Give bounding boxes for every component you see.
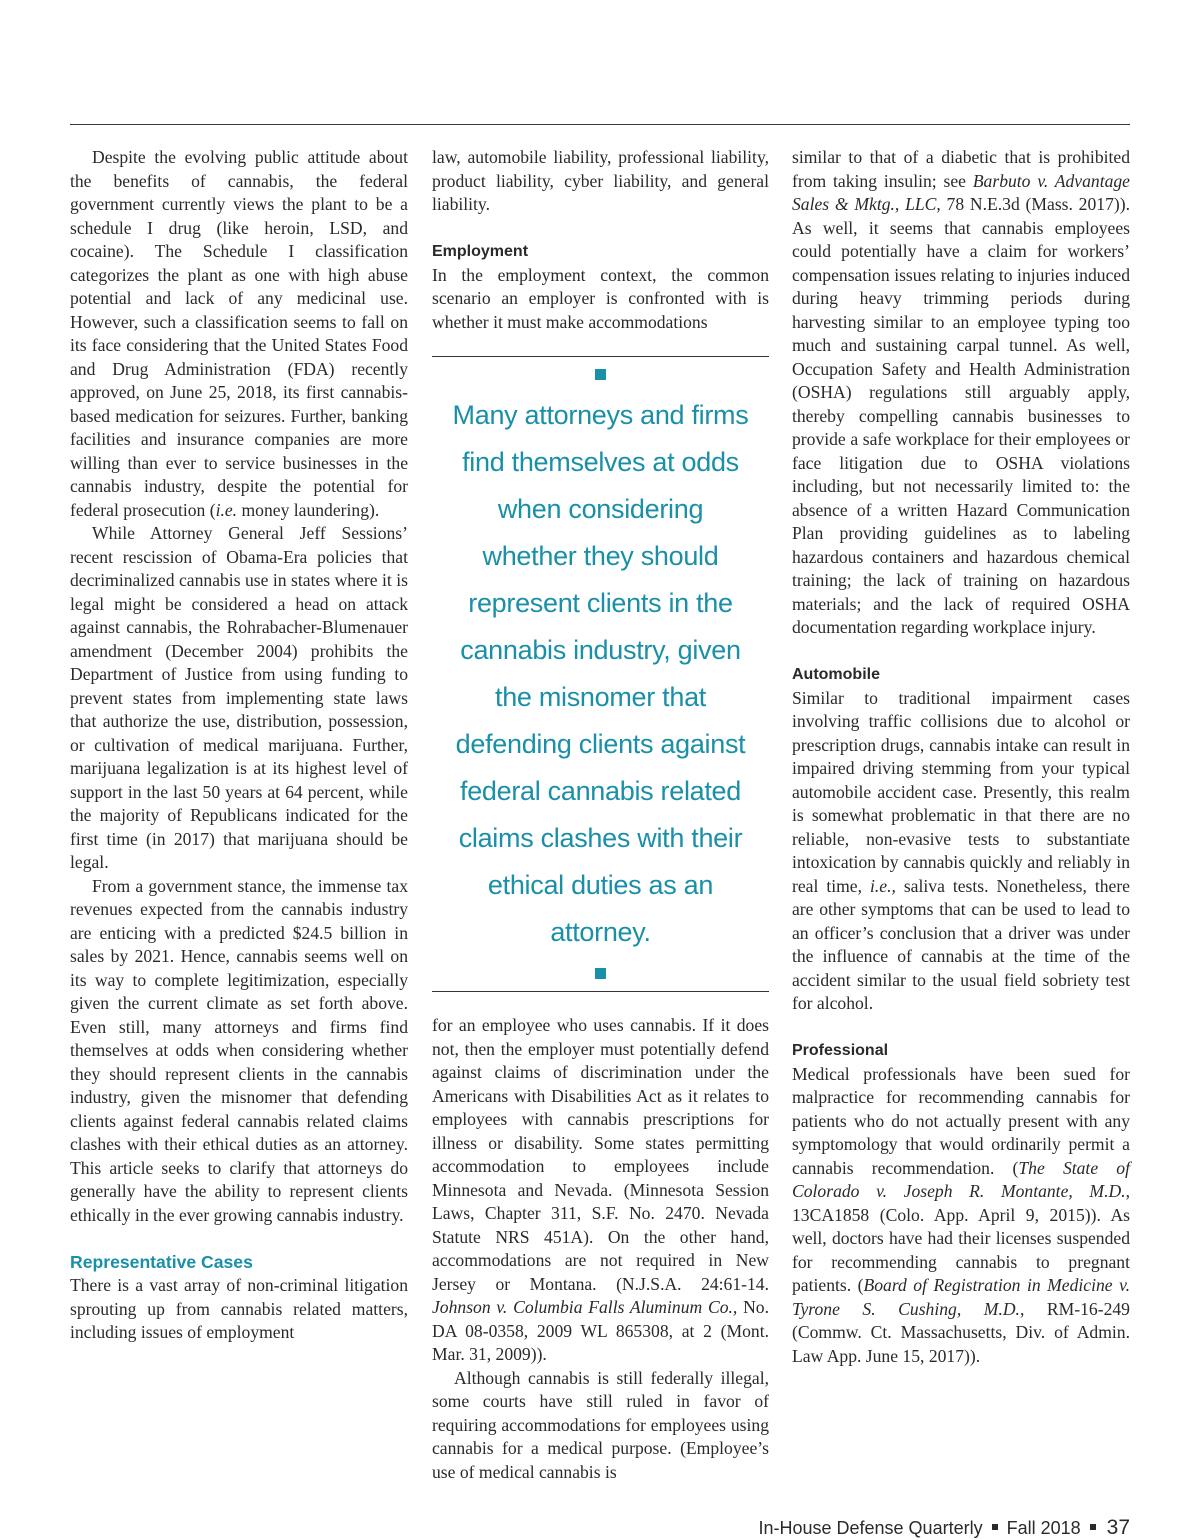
section-heading-employment: Employment [432, 243, 529, 260]
paragraph: Similar to traditional impairment cases involving traffic collisions due to alcohol or prescription drugs, cannabis intake can result in impaired driving stemming from your typical automobile accident case. Presently, this realm is somewhat problematic in that there are no reliable, non-evasive tests to substantiate intoxication by cannabis quickly and reliably in real time, i.e., saliva tests. Nonetheless, there are other symptoms that can be used to lead to an officer’s conclusion that a driver was under the influence of cannabis at the time of the accident similar to the usual field sobriety test for alcohol. [792, 687, 1130, 1013]
paragraph: In the employment context, the common scenario an employer is confronted with is whether it must make accommodations [432, 264, 769, 332]
square-bullet-icon [992, 1524, 998, 1530]
paragraph: law, automobile liability, professional liability, product liability, cyber liability, and general liability. [432, 147, 769, 214]
paragraph: While Attorney General Jeff Sessions’ recent rescission of Obama-Era policies that decriminalized cannabis use in states where it is legal might be considered a head on attack against cannabis, the Rohrabacher-Blumenauer amendment (December 2004) prohibits the Department of Justice from using funding to prevent states from implementing state laws that authorize the use, distribution, possession, or cultivation of medical marijuana. Further, marijuana legalization is at its highest level of support in the last 50 years at 64 percent, while the majority of Republicans indicated for the first time (in 2017) that marijuana should be legal. [70, 523, 408, 872]
issue-label: Fall 2018 [1006, 1518, 1081, 1538]
paragraph: There is a vast array of non-criminal litigation sprouting up from cannabis related matters, including issues of employment [70, 1275, 408, 1342]
paragraph: Medical professionals have been sued for malpractice for recommending cannabis for patients who do not actually present with any symptomology that would ordinarily permit a cannabis recommendation. (The State of Colorado v. Joseph R. Montante, M.D., 13CA1858 (Colo. App. April 9, 2015)). As well, doctors have had their licenses suspended for recommending cannabis to pregnant patients. (Board of Registration in Medicine v. Tyrone S. Cushing, M.D., RM-16-249 (Commw. Ct. Massachusetts, Div. of Admin. Law App. June 15, 2017)). [792, 1063, 1130, 1366]
column-left [70, 146, 408, 1345]
paragraph: Although cannabis is still federally illegal, some courts have still ruled in favor of requiring accommodations for employees using cannabis for a medical purpose. (Employee’s use of medical cannabis is [432, 1367, 769, 1482]
column-middle [432, 146, 769, 1484]
paragraph: for an employee who uses cannabis. If it does not, then the employer must potentially defend against claims of discrimination under the Americans with Disabilities Act as it relates to employees with cannabis prescriptions for illness or disability. Some states permitting accommodation to employees include Minnesota and Nevada. (Minnesota Session Laws, Chapter 311, S.F. No. 2470. Nevada Statute NRS 451A). On the other hand, accommodations are not required in New Jersey or Montana. (N.J.S.A. 24:61-14. Johnson v. Columbia Falls Aluminum Co., No. DA 08-0358, 2009 WL 865308, at 2 (Mont. Mar. 31, 2009)). [432, 1015, 769, 1364]
paragraph: similar to that of a diabetic that is prohibited from taking insulin; see Barbuto v. Advantage Sales & Mktg., LLC, 78 N.E.3d (Mass. 2017)). As well, it seems that cannabis employees could potentially have a claim for workers’ compensation issues relating to injuries induced during heavy trimming periods during harvesting similar to an employee typing too much and sustaining carpal tunnel. As well, Occupation Safety and Health Administration (OSHA) regulations still arguably apply, thereby compelling cannabis businesses to provide a safe workplace for their employees or face litigation due to OSHA violations including, but not necessarily limited to: the absence of a written Hazard Communication Plan providing guidelines as to labeling hazardous containers and hazardous chemical training; the lack of training on hazardous materials; and the lack of required OSHA documentation regarding workplace injury. [792, 147, 1130, 637]
section-heading-representative-cases: Representative Cases [70, 1251, 253, 1272]
section-heading-automobile: Automobile [792, 666, 880, 683]
pull-quote-text: Many attorneys and firms find themselves at odds when considering whether they should represent clients in the cannabis industry, given the misnomer that defending clients against federal cannabis related claims clashes with their ethical duties as an attorney. [452, 400, 749, 947]
page-number: 37 [1106, 1516, 1130, 1539]
top-rule [70, 124, 1130, 125]
square-bullet-icon [1090, 1524, 1096, 1530]
paragraph: Despite the evolving public attitude about the benefits of cannabis, the federal government currently views the plant to be a schedule I drug (like heroin, LSD, and cocaine). The Schedule I classification categorizes the plant as one with high abuse potential and lack of any medicinal use. However, such a classification seems to fall on its face considering that the United States Food and Drug Administration (FDA) recently approved, on June 25, 2018, its first cannabis-based medication for seizures. Further, banking facilities and insurance companies are more willing than ever to service businesses in the cannabis industry, despite the potential for federal prosecution (i.e. money laundering). [70, 147, 408, 520]
pull-quote [432, 356, 769, 992]
square-bullet-icon [595, 369, 606, 380]
column-right [792, 146, 1130, 1368]
paragraph: From a government stance, the immense tax revenues expected from the cannabis industry are enticing with a predicted $24.5 billion in sales by 2021. Hence, cannabis seems well on its way to complete legitimization, especially given the current climate as set forth above. Even still, many attorneys and firms find themselves at odds when considering whether they should represent clients in the cannabis industry, given the misnomer that defending clients against federal cannabis related claims clashes with their ethical duties as an attorney. This article seeks to clarify that attorneys do generally have the ability to represent clients ethically in the ever growing cannabis industry. [70, 875, 408, 1225]
page-footer [758, 1516, 1130, 1540]
square-bullet-icon [595, 968, 606, 979]
section-heading-professional: Professional [792, 1042, 889, 1059]
publication-name: In-House Defense Quarterly [758, 1518, 983, 1538]
